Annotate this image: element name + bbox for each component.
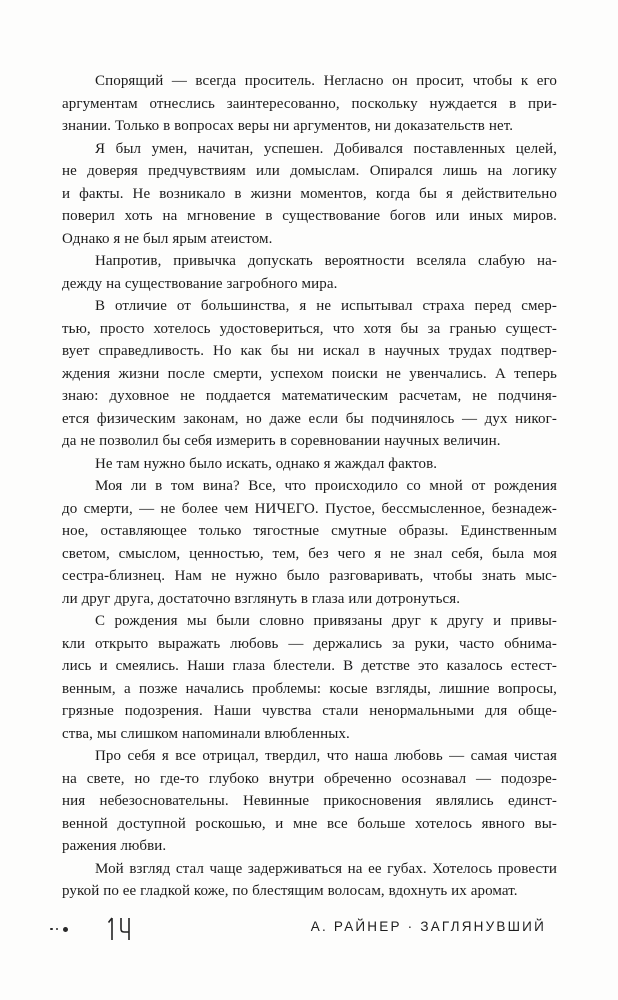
text-line: сестра-близнец. Нам не нужно было разговаривать, чтобы знать мыс- [62, 568, 557, 584]
paragraph [62, 610, 557, 745]
text-line: ства, мы слишком напоминали влюбленных. [62, 725, 350, 742]
text-line: не доверяя предчувствиям или домыслам. Опирался лишь на логику [62, 163, 557, 179]
text-line: кли открыто выражать любовь — держались за руки, часто обнима- [62, 635, 557, 652]
text-line: вует справедливость. Но как бы ни искал в научных трудах подтвер- [62, 343, 557, 359]
running-title-author: А. РАЙНЕР [310, 919, 402, 934]
paragraph [62, 453, 557, 476]
text-line: ется физическим законам, но даже если бы подчинялось — дух никог- [62, 410, 557, 427]
text-line: Спорящий — всегда проситель. Негласно он просит, чтобы к его [95, 73, 557, 89]
text-line: Я был умен, начитан, успешен. Добивался поставленных целей, [95, 140, 557, 157]
page-number-block [50, 912, 134, 946]
text-line: грязные подозрения. Наши чувства стали ненормальными для обще- [62, 703, 557, 719]
text-line: светом, смыслом, ценностью, тем, без чего я не знал себя, была моя [62, 545, 557, 562]
paragraph [62, 70, 557, 138]
text-line: аргументам отнеслись заинтересованно, поскольку нуждается в при- [62, 95, 557, 112]
text-line: Про себя я все отрицал, твердил, что наша любовь — самая чистая [95, 748, 557, 764]
text-line: Моя ли в том вина? Все, что происходило со мной от рождения [95, 478, 557, 494]
text-line: Мой взгляд стал чаще задерживаться на ее губах. Хотелось провести [95, 860, 557, 877]
text-line: В отличие от большинства, я не испытывал страха перед смер- [95, 298, 557, 314]
text-line: ное, оставляющее только тягостные смутные образы. Единственным [62, 523, 557, 539]
text-line: поверил хоть на мгновение в существование богов или иных миров. [62, 208, 557, 224]
text-line: до смерти, — не более чем НИЧЕГО. Пустое, бессмысленное, безнадеж- [62, 500, 557, 517]
page-number-figure [104, 916, 134, 942]
text-line: венным, а позже начались проблемы: косые взгляды, лишние вопросы, [62, 680, 557, 697]
text-line: ждения жизни после смерти, успехом поиски не увенчались. А теперь [62, 365, 557, 382]
text-line: Напротив, привычка допускать вероятности вселяла слабую на- [95, 253, 557, 269]
text-line: на свете, но где-то глубоко внутри обреченно осознавал — подозре- [62, 770, 557, 787]
text-line: и факты. Не возникало в жизни моментов, когда бы я действительно [62, 185, 557, 202]
text-line: дежду на существование загробного мира. [62, 275, 338, 292]
text-line: Не там нужно было искать, однако я жаждал фактов. [95, 455, 438, 472]
running-title [311, 919, 546, 934]
text-line: знаю: духовное не поддается математическим расчетам, не подчиня- [62, 388, 557, 404]
text-line: знании. Только в вопросах веры ни аргументов, ни доказательств нет. [62, 118, 514, 134]
text-line: тью, просто хотелось удостовериться, что хотя бы за гранью сущест- [62, 320, 557, 337]
page-footer [0, 912, 618, 946]
paragraph [62, 138, 557, 251]
paragraph [62, 475, 557, 610]
text-line: да не позволил бы себя измерить в соревновании научных величин. [62, 433, 501, 449]
paragraph [62, 858, 557, 903]
paragraph [62, 745, 557, 858]
paragraph [62, 250, 557, 295]
footer-ornament-dots-icon [50, 927, 68, 932]
running-title-book: ЗАГЛЯНУВШИЙ [420, 919, 546, 934]
text-line: ния небезосновательны. Невинные прикосновения являлись единст- [62, 793, 557, 809]
text-line: ли друг друга, достаточно взглянуть в глаза или дотронуться. [62, 590, 461, 607]
text-line: венной доступной роскошью, и мне все больше хотелось явного вы- [62, 815, 557, 832]
paragraph [62, 295, 557, 453]
text-line: С рождения мы были словно привязаны друг к другу и привы- [95, 613, 557, 629]
text-line: Однако я не был ярым атеистом. [62, 230, 273, 247]
text-line: лись и смеялись. Наши глаза блестели. В детстве это казалось естест- [62, 658, 557, 674]
text-line: ражения любви. [62, 838, 167, 854]
text-line: рукой по ее гладкой коже, по блестящим волосам, вдохнуть их аромат. [62, 883, 518, 899]
page-text [62, 70, 557, 903]
running-title-separator: · [407, 919, 415, 934]
